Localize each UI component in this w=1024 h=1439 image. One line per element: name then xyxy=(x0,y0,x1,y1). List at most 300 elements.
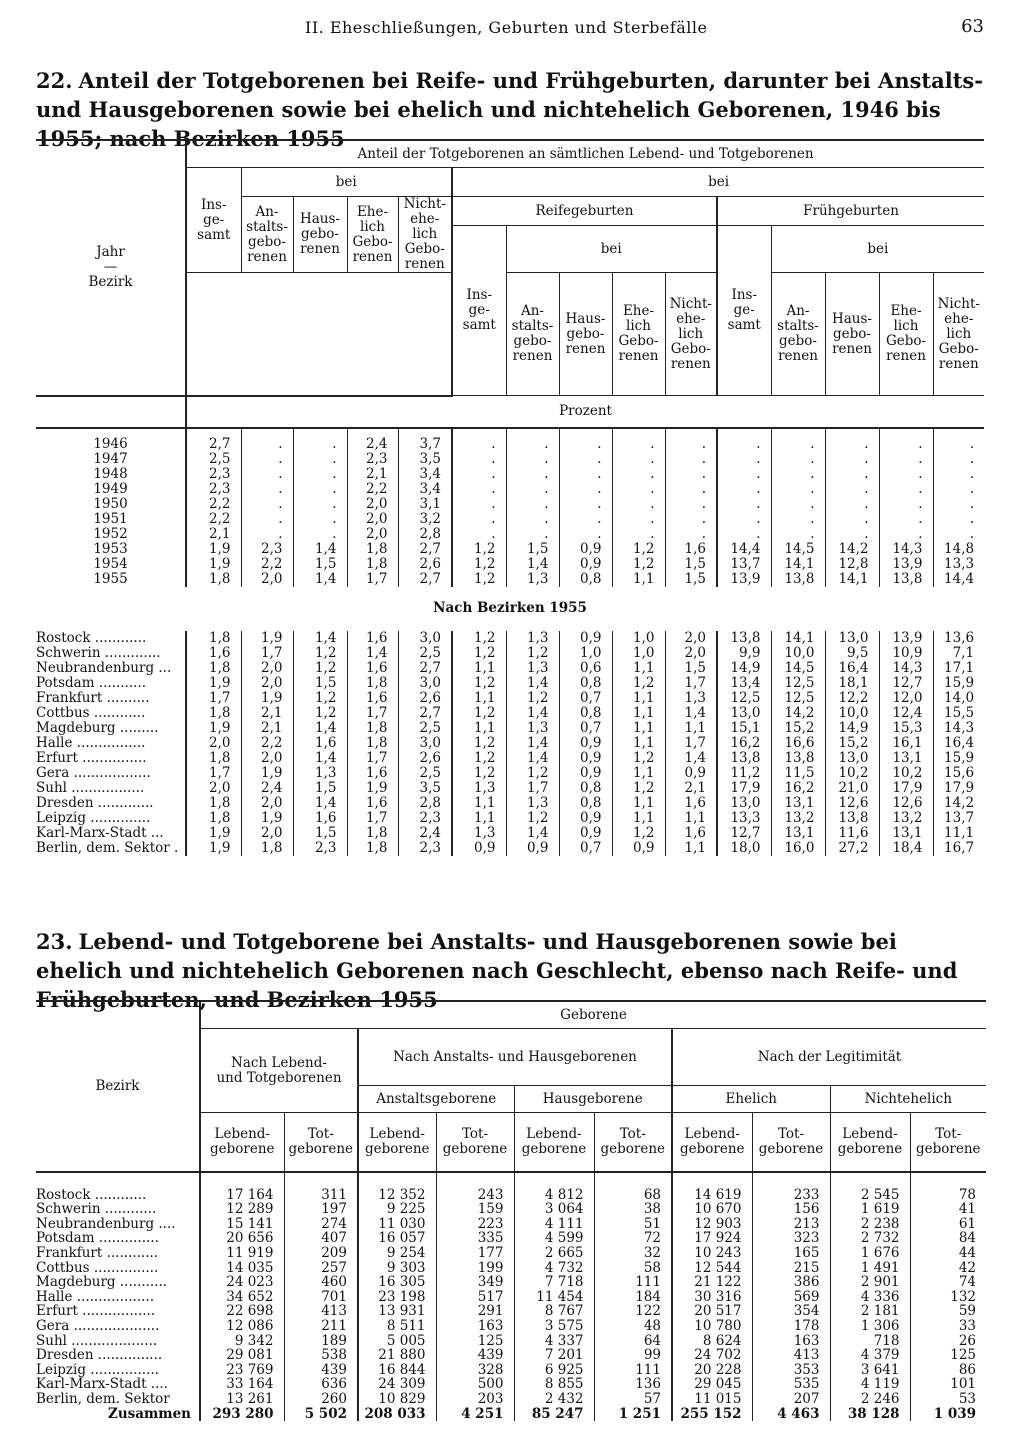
year-value: 1,8 xyxy=(347,542,398,557)
district-value: 2,1 xyxy=(241,706,293,721)
district-row-value: 74 xyxy=(910,1275,986,1290)
year-value: . xyxy=(612,482,665,497)
year-label: 1954 xyxy=(93,556,128,572)
district-row xyxy=(36,826,984,841)
district-row-value: 58 xyxy=(594,1261,672,1276)
year-value: 14,3 xyxy=(879,542,933,557)
district-value: 17,1 xyxy=(933,661,984,676)
year-value: . xyxy=(452,497,506,512)
district-row xyxy=(36,1202,986,1217)
district-row-value: 5 005 xyxy=(358,1334,436,1349)
district-value: 1,2 xyxy=(293,646,347,661)
year-value: . xyxy=(933,452,984,467)
district-row-value: 13 931 xyxy=(358,1304,436,1319)
year-row xyxy=(36,542,984,557)
district-row-value: 29 081 xyxy=(200,1348,284,1363)
year-row xyxy=(36,557,984,572)
district-row xyxy=(36,661,984,676)
district-value: 1,6 xyxy=(347,661,398,676)
district-value: 13,2 xyxy=(879,811,933,826)
table-22-title-text: Anteil der Totgeborenen bei Reife- und Frühgeburten, darunter bei Anstalts- und Hausgeborenen sowie bei ehelich und nichtehelich Geborenen, 1946 bis 1955; nach Bezirken 1955 xyxy=(36,68,983,151)
district-row-value: 21 122 xyxy=(672,1275,752,1290)
reife-nichtehelich-header: Nicht- ehe- lich Gebo- renen xyxy=(665,273,717,396)
year-value: 0,8 xyxy=(559,572,612,587)
year-value: 1,5 xyxy=(506,542,559,557)
district-row-value: 14 619 xyxy=(672,1188,752,1203)
district-value: 10,9 xyxy=(879,646,933,661)
district-value: 1,9 xyxy=(186,721,241,736)
district-value: 2,0 xyxy=(241,751,293,766)
district-row-value: 178 xyxy=(752,1319,830,1334)
district-row-value: 2 432 xyxy=(514,1392,594,1407)
district-value: 13,6 xyxy=(933,631,984,646)
year-label: 1951 xyxy=(93,511,128,527)
district-value: 1,4 xyxy=(665,706,717,721)
district-row-label: Cottbus ............... xyxy=(36,1260,159,1276)
year-value: . xyxy=(612,512,665,527)
district-value: 0,9 xyxy=(559,751,612,766)
district-value: 0,9 xyxy=(506,841,559,856)
district-value: 1,2 xyxy=(506,646,559,661)
district-value: 13,1 xyxy=(879,751,933,766)
district-label: Rostock ............ xyxy=(36,630,147,646)
year-value: . xyxy=(293,452,347,467)
district-row-value: 20 517 xyxy=(672,1304,752,1319)
district-value: 17,9 xyxy=(717,781,771,796)
district-row-value: 2 901 xyxy=(830,1275,910,1290)
district-row-value: 11 030 xyxy=(358,1217,436,1232)
district-value: 2,0 xyxy=(665,646,717,661)
district-value: 16,2 xyxy=(771,781,825,796)
district-row-value: 413 xyxy=(284,1304,358,1319)
district-row-value: 9 303 xyxy=(358,1261,436,1276)
district-value: 12,0 xyxy=(879,691,933,706)
district-value: 2,4 xyxy=(241,781,293,796)
year-value: . xyxy=(665,437,717,452)
reifegeburten-header: Reifegeburten xyxy=(452,197,717,226)
district-value: 1,5 xyxy=(293,826,347,841)
district-value: 1,3 xyxy=(452,781,506,796)
year-value: . xyxy=(771,467,825,482)
year-label: 1953 xyxy=(93,541,128,557)
year-label: 1950 xyxy=(93,496,128,512)
year-value: 13,9 xyxy=(717,572,771,587)
year-value: . xyxy=(825,512,879,527)
year-value: . xyxy=(933,482,984,497)
district-value: 2,3 xyxy=(398,811,452,826)
district-value: 14,9 xyxy=(717,661,771,676)
district-row xyxy=(36,721,984,736)
year-value: . xyxy=(717,512,771,527)
district-row-value: 11 015 xyxy=(672,1392,752,1407)
district-row-label: Frankfurt ............ xyxy=(36,1245,159,1261)
year-value: . xyxy=(825,497,879,512)
district-value: 0,7 xyxy=(559,721,612,736)
district-label: Potsdam ........... xyxy=(36,675,147,691)
spacer-row xyxy=(36,428,984,437)
header-filler xyxy=(186,273,452,396)
year-value: 1,4 xyxy=(293,542,347,557)
district-value: 1,2 xyxy=(293,691,347,706)
year-label: 1948 xyxy=(93,466,128,482)
anteil-header: Anteil der Totgeborenen an sämtlichen Lebend- und Totgeborenen xyxy=(186,140,984,168)
district-value: 1,1 xyxy=(612,691,665,706)
district-value: 0,9 xyxy=(559,766,612,781)
year-value: 1,6 xyxy=(665,542,717,557)
district-value: 14,5 xyxy=(771,661,825,676)
district-value: 1,7 xyxy=(347,811,398,826)
district-value: 1,1 xyxy=(612,811,665,826)
district-label: Berlin, dem. Sektor . xyxy=(36,840,179,856)
district-value: 13,0 xyxy=(717,706,771,721)
year-value: 14,1 xyxy=(771,557,825,572)
bezirk-label: Bezirk xyxy=(88,274,133,291)
district-row-value: 163 xyxy=(436,1319,514,1334)
district-value: 1,9 xyxy=(186,676,241,691)
district-row-label: Berlin, dem. Sektor xyxy=(36,1391,170,1407)
district-value: 14,0 xyxy=(933,691,984,706)
year-value: . xyxy=(506,437,559,452)
district-row-value: 213 xyxy=(752,1217,830,1232)
district-value: 14,9 xyxy=(825,721,879,736)
running-head xyxy=(0,16,1024,40)
district-row-label: Karl-Marx-Stadt .... xyxy=(36,1377,168,1392)
district-row xyxy=(36,1231,986,1246)
year-value: . xyxy=(241,512,293,527)
district-value: 1,8 xyxy=(347,676,398,691)
district-row-value: 24 309 xyxy=(358,1377,436,1392)
totgeborene-header: Tot- geborene xyxy=(284,1113,358,1173)
year-value: 0,9 xyxy=(559,542,612,557)
district-row-value: 636 xyxy=(284,1377,358,1392)
district-row-value: 48 xyxy=(594,1319,672,1334)
district-row-value: 13 261 xyxy=(200,1392,284,1407)
district-row-value: 101 xyxy=(910,1377,986,1392)
total-row-value: 1 251 xyxy=(594,1407,672,1422)
district-row-value: 2 246 xyxy=(830,1392,910,1407)
district-value: 1,3 xyxy=(506,661,559,676)
reife-haus-header: Haus- gebo- renen xyxy=(559,273,612,396)
year-value: 2,0 xyxy=(347,512,398,527)
district-row-value: 4 336 xyxy=(830,1290,910,1305)
district-row xyxy=(36,1334,986,1349)
district-value: 1,8 xyxy=(186,796,241,811)
district-value: 1,6 xyxy=(347,631,398,646)
district-row-value: 257 xyxy=(284,1261,358,1276)
district-row-value: 4 119 xyxy=(830,1377,910,1392)
district-value: 1,4 xyxy=(293,796,347,811)
district-value: 0,7 xyxy=(559,841,612,856)
year-value: 2,5 xyxy=(186,452,241,467)
year-value: 2,3 xyxy=(347,452,398,467)
district-row-value: 41 xyxy=(910,1202,986,1217)
year-value: . xyxy=(825,467,879,482)
district-row-label: Dresden ............... xyxy=(36,1348,163,1363)
year-row xyxy=(36,512,984,527)
district-value: 1,3 xyxy=(665,691,717,706)
year-value: . xyxy=(612,437,665,452)
district-value: 1,9 xyxy=(241,766,293,781)
district-row-value: 4 337 xyxy=(514,1334,594,1349)
district-value: 1,2 xyxy=(506,811,559,826)
district-value: 1,2 xyxy=(506,766,559,781)
district-value: 14,3 xyxy=(933,721,984,736)
district-value: 1,3 xyxy=(506,721,559,736)
district-row-value: 223 xyxy=(436,1217,514,1232)
year-value: . xyxy=(879,512,933,527)
sub-heading-row xyxy=(36,587,984,631)
district-value: 1,0 xyxy=(612,646,665,661)
district-value: 1,1 xyxy=(612,721,665,736)
insgesamt-header: Ins- ge- samt xyxy=(186,168,241,273)
district-row-value: 44 xyxy=(910,1246,986,1261)
district-row-value: 84 xyxy=(910,1231,986,1246)
frueh-haus-header: Haus- gebo- renen xyxy=(825,273,879,396)
district-value: 9,5 xyxy=(825,646,879,661)
year-value: . xyxy=(665,497,717,512)
year-value: . xyxy=(665,527,717,542)
district-value: 15,2 xyxy=(825,736,879,751)
district-value: 1,9 xyxy=(347,781,398,796)
district-row xyxy=(36,1304,986,1319)
district-value: 13,2 xyxy=(771,811,825,826)
district-row-value: 17 924 xyxy=(672,1231,752,1246)
year-value: . xyxy=(293,437,347,452)
district-row-value: 323 xyxy=(752,1231,830,1246)
district-row-value: 8 767 xyxy=(514,1304,594,1319)
district-row-value: 4 732 xyxy=(514,1261,594,1276)
district-row-value: 189 xyxy=(284,1334,358,1349)
district-row-value: 24 702 xyxy=(672,1348,752,1363)
district-row xyxy=(36,1188,986,1203)
year-value: . xyxy=(293,512,347,527)
district-label: Gera .................. xyxy=(36,765,151,781)
district-value: 2,0 xyxy=(241,826,293,841)
district-value: 11,2 xyxy=(717,766,771,781)
district-value: 2,0 xyxy=(665,631,717,646)
district-row-value: 10 243 xyxy=(672,1246,752,1261)
year-value: . xyxy=(933,512,984,527)
district-value: 0,8 xyxy=(559,706,612,721)
district-row-value: 53 xyxy=(910,1392,986,1407)
district-row-value: 9 254 xyxy=(358,1246,436,1261)
year-label: 1949 xyxy=(93,481,128,497)
district-row xyxy=(36,766,984,781)
year-value: 2,8 xyxy=(398,527,452,542)
district-value: 0,8 xyxy=(559,796,612,811)
year-row xyxy=(36,437,984,452)
district-value: 1,2 xyxy=(452,766,506,781)
district-value: 0,9 xyxy=(559,826,612,841)
total-row-value: 4 463 xyxy=(752,1407,830,1422)
year-value: 1,2 xyxy=(452,557,506,572)
district-value: 1,1 xyxy=(612,766,665,781)
year-row xyxy=(36,497,984,512)
district-row-label: Halle .................. xyxy=(36,1289,154,1305)
district-row-value: 517 xyxy=(436,1290,514,1305)
year-value: . xyxy=(879,527,933,542)
district-row-value: 11 454 xyxy=(514,1290,594,1305)
district-value: 2,3 xyxy=(398,841,452,856)
district-row-value: 701 xyxy=(284,1290,358,1305)
district-value: 2,0 xyxy=(241,661,293,676)
district-value: 1,4 xyxy=(293,751,347,766)
district-value: 15,9 xyxy=(933,676,984,691)
district-row-value: 311 xyxy=(284,1188,358,1203)
year-value: 13,3 xyxy=(933,557,984,572)
district-row-value: 4 599 xyxy=(514,1231,594,1246)
total-row xyxy=(36,1407,986,1422)
year-value: . xyxy=(559,512,612,527)
district-row-value: 1 676 xyxy=(830,1246,910,1261)
district-row xyxy=(36,646,984,661)
year-value: 2,1 xyxy=(347,467,398,482)
reife-ehelich-header: Ehe- lich Gebo- renen xyxy=(612,273,665,396)
year-row xyxy=(36,467,984,482)
district-row-value: 12 086 xyxy=(200,1319,284,1334)
year-value: . xyxy=(612,497,665,512)
jahr-bezirk-header xyxy=(36,140,186,396)
total-row-value: 38 128 xyxy=(830,1407,910,1422)
year-value: . xyxy=(717,497,771,512)
district-value: 12,5 xyxy=(717,691,771,706)
year-value: . xyxy=(665,482,717,497)
year-value: . xyxy=(665,467,717,482)
year-value: 1,2 xyxy=(612,557,665,572)
year-value: 3,1 xyxy=(398,497,452,512)
totgeborene-header: Tot- geborene xyxy=(752,1113,830,1173)
year-label: 1952 xyxy=(93,526,128,542)
district-value: 1,1 xyxy=(452,796,506,811)
legitimitaet-header: Nach der Legitimität xyxy=(672,1029,986,1086)
year-value: . xyxy=(771,452,825,467)
total-row-value: 208 033 xyxy=(358,1407,436,1422)
year-label: 1955 xyxy=(93,571,128,587)
year-value: . xyxy=(559,467,612,482)
year-value: . xyxy=(241,467,293,482)
year-value: . xyxy=(665,512,717,527)
year-value: 1,3 xyxy=(506,572,559,587)
district-value: 13,1 xyxy=(771,826,825,841)
totgeborene-header: Tot- geborene xyxy=(436,1113,514,1173)
year-value: 14,5 xyxy=(771,542,825,557)
district-value: 12,7 xyxy=(879,676,933,691)
district-value: 1,1 xyxy=(665,841,717,856)
year-value: 2,2 xyxy=(186,512,241,527)
year-value: . xyxy=(612,452,665,467)
district-value: 1,9 xyxy=(241,631,293,646)
district-value: 0,9 xyxy=(559,811,612,826)
frueh-nichtehelich-header: Nicht- ehe- lich Gebo- renen xyxy=(933,273,984,396)
year-value: . xyxy=(452,437,506,452)
year-value: . xyxy=(241,452,293,467)
year-value: . xyxy=(825,482,879,497)
district-value: 1,4 xyxy=(665,751,717,766)
year-value: 2,0 xyxy=(347,497,398,512)
year-value: . xyxy=(933,497,984,512)
district-row-value: 353 xyxy=(752,1363,830,1378)
district-row-value: 1 306 xyxy=(830,1319,910,1334)
year-value: 1,4 xyxy=(506,557,559,572)
district-value: 7,1 xyxy=(933,646,984,661)
table-23-number: 23. xyxy=(36,929,73,954)
year-value: 13,8 xyxy=(879,572,933,587)
district-value: 1,8 xyxy=(347,841,398,856)
year-value: 3,4 xyxy=(398,482,452,497)
district-row-value: 64 xyxy=(594,1334,672,1349)
district-row-value: 274 xyxy=(284,1217,358,1232)
year-label: 1947 xyxy=(93,451,128,467)
year-value: . xyxy=(559,497,612,512)
district-value: 1,4 xyxy=(506,706,559,721)
district-row-value: 156 xyxy=(752,1202,830,1217)
ehelich-header: Ehe- lich Gebo- renen xyxy=(347,197,398,273)
district-value: 12,5 xyxy=(771,691,825,706)
district-row-label: Erfurt ................. xyxy=(36,1304,156,1319)
total-row-value: 255 152 xyxy=(672,1407,752,1422)
table-22 xyxy=(36,139,984,856)
district-row xyxy=(36,706,984,721)
district-row-label: Leipzig ................ xyxy=(36,1362,159,1378)
district-label: Leipzig .............. xyxy=(36,810,151,826)
table-23-body xyxy=(36,1172,986,1421)
district-row-value: 407 xyxy=(284,1231,358,1246)
district-value: 0,8 xyxy=(559,676,612,691)
district-row-value: 86 xyxy=(910,1363,986,1378)
district-value: 1,4 xyxy=(506,826,559,841)
district-row-value: 132 xyxy=(910,1290,986,1305)
district-label: Halle ................ xyxy=(36,735,146,751)
district-row-value: 125 xyxy=(436,1334,514,1349)
district-value: 2,4 xyxy=(398,826,452,841)
year-value: . xyxy=(771,437,825,452)
year-value: . xyxy=(452,467,506,482)
district-value: 1,7 xyxy=(241,646,293,661)
district-value: 1,2 xyxy=(612,781,665,796)
district-row-value: 8 511 xyxy=(358,1319,436,1334)
district-row xyxy=(36,1275,986,1290)
district-row-value: 4 379 xyxy=(830,1348,910,1363)
district-row-value: 211 xyxy=(284,1319,358,1334)
district-row-value: 42 xyxy=(910,1261,986,1276)
district-value: 1,2 xyxy=(452,646,506,661)
district-value: 2,8 xyxy=(398,796,452,811)
district-row-value: 23 769 xyxy=(200,1363,284,1378)
year-value: 2,7 xyxy=(186,437,241,452)
total-row-value: 293 280 xyxy=(200,1407,284,1422)
district-row-value: 439 xyxy=(436,1348,514,1363)
district-row xyxy=(36,781,984,796)
bezirk-header: Bezirk xyxy=(36,1001,200,1172)
district-row-value: 20 228 xyxy=(672,1363,752,1378)
lebendgeborene-header: Lebend- geborene xyxy=(358,1113,436,1173)
district-value: 1,2 xyxy=(452,706,506,721)
district-value: 13,8 xyxy=(771,751,825,766)
district-row-value: 4 111 xyxy=(514,1217,594,1232)
district-row-value: 61 xyxy=(910,1217,986,1232)
year-value: . xyxy=(717,527,771,542)
district-value: 1,7 xyxy=(665,736,717,751)
district-label: Neubrandenburg ... xyxy=(36,660,172,676)
year-value: 14,8 xyxy=(933,542,984,557)
district-row-value: 122 xyxy=(594,1304,672,1319)
district-value: 16,0 xyxy=(771,841,825,856)
district-value: 13,1 xyxy=(771,796,825,811)
district-row xyxy=(36,1217,986,1232)
district-value: 14,2 xyxy=(933,796,984,811)
year-value: . xyxy=(241,527,293,542)
district-row-value: 535 xyxy=(752,1377,830,1392)
